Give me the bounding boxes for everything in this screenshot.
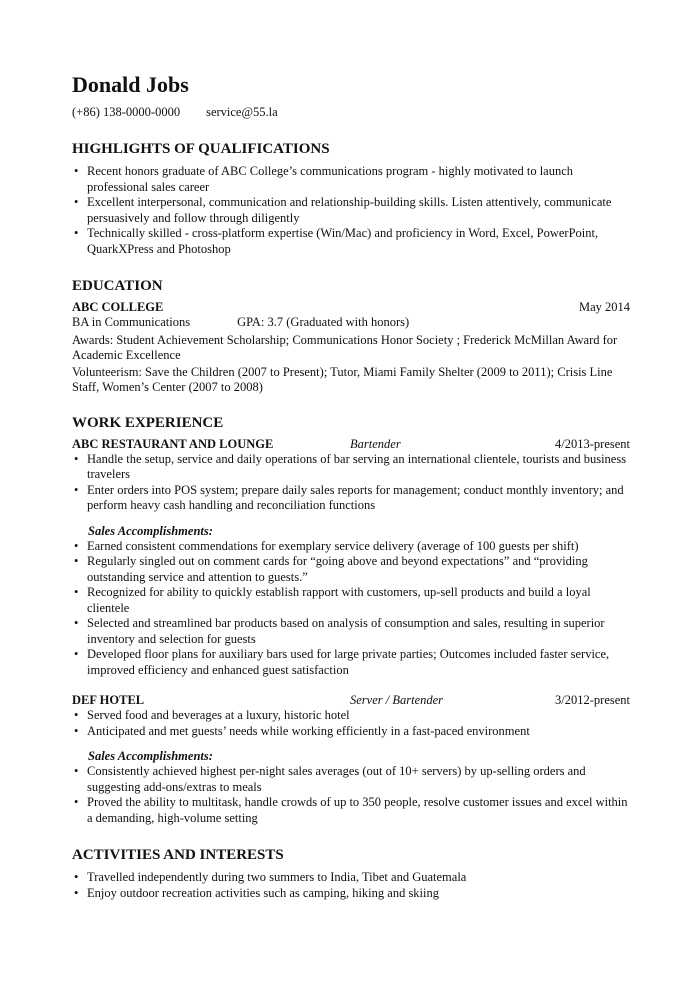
list-item: • Excellent interpersonal, communication and relationship-building skills. Listen attentively, communicate persuasively and follow through diligently [72,195,630,226]
resume-page [72,72,630,901]
email-address: service@55.la [206,105,278,119]
employer-name: ABC RESTAURANT AND LOUNGE [72,436,274,451]
list-item: • Regularly singled out on comment cards for “going above and beyond expectations” and “providing outstanding service and attention to guests.” [72,554,630,585]
section-title-highlights: HIGHLIGHTS OF QUALIFICATIONS [72,141,330,157]
job-entry [72,692,630,826]
candidate-name: Donald Jobs [72,72,189,97]
list-item: • Travelled independently during two summers to India, Tibet and Guatemala [72,870,630,886]
activities-list [72,870,630,901]
accomplishments-title: Sales Accomplishments: [88,749,213,763]
list-item: • Handle the setup, service and daily operations of bar serving an international clientele, tourists and business travelers [72,452,630,483]
job-header-row [72,692,630,708]
gpa: GPA: 3.7 (Graduated with honors) [237,315,410,329]
job-date: 4/2013-present [555,436,630,451]
list-item: • Developed floor plans for auxiliary bars used for large private parties; Outcomes included faster service, improved efficiency and enhanced guest satisfaction [72,647,630,678]
awards-text: Awards: Student Achievement Scholarship; Communications Honor Society ; Frederick McMillan Award for Academic Excellence [72,332,618,362]
duties-list [72,452,630,514]
degree: BA in Communications [72,315,191,329]
job-role: Server / Bartender [350,693,444,707]
highlights-list [72,164,630,257]
list-item: • Served food and beverages at a luxury, historic hotel [72,708,630,724]
job-entry [72,436,630,679]
employer-name: DEF HOTEL [72,693,145,707]
section-title-education: EDUCATION [72,278,163,294]
list-item: • Technically skilled - cross-platform expertise (Win/Mac) and proficiency in Word, Excel, PowerPoint, QuarkXPress and Photoshop [72,226,630,257]
accomplishments-list [72,539,630,679]
activities-section [72,846,630,901]
list-item: • Proved the ability to multitask, handle crowds of up to 350 people, resolve customer issues and excel within a demanding, high-volume setting [72,795,630,826]
contact-line [72,104,630,120]
education-header-row [72,299,630,315]
accomplishments-title: Sales Accomplishments: [88,523,213,538]
phone-number: (+86) 138-0000-0000 [72,105,181,119]
list-item: • Selected and streamlined bar products based on analysis of consumption and sales, resulting in superior inventory and selection for guests [72,616,630,647]
section-title-work: WORK EXPERIENCE [72,414,224,431]
highlights-section [72,140,630,257]
accomplishments-list [72,764,630,826]
list-item: • Anticipated and met guests’ needs while working efficiently in a fast-paced environment [72,724,630,740]
job-role: Bartender [350,436,401,451]
graduation-date: May 2014 [578,300,630,314]
duties-list [72,708,630,739]
volunteerism-text: Volunteerism: Save the Children (2007 to Present); Tutor, Miami Family Shelter (2009 to 2011); Crisis Line Staff, Women’s Center (2007 to 2008) [72,364,613,394]
list-item: • Consistently achieved highest per-night sales averages (out of 10+ servers) by up-selling orders and suggesting add-ons/extras to meals [72,764,630,795]
education-section [72,277,630,396]
list-item: • Enter orders into POS system; prepare daily sales reports for management; conduct monthly inventory; and perform heavy cash handling and reconciliation functions [72,483,630,514]
list-item: • Recent honors graduate of ABC College’s communications program - highly motivated to launch professional sales career [72,164,630,195]
list-item: • Earned consistent commendations for exemplary service delivery (average of 100 guests per shift) [72,539,630,555]
degree-line [72,315,630,331]
school-name: ABC COLLEGE [72,300,164,314]
list-item: • Enjoy outdoor recreation activities such as camping, hiking and skiing [72,886,630,902]
job-date: 3/2012-present [555,693,630,707]
work-section [72,414,630,827]
job-header-row [72,436,630,452]
list-item: • Recognized for ability to quickly establish rapport with customers, up-sell products and build a loyal clientele [72,585,630,616]
section-title-activities: ACTIVITIES AND INTERESTS [72,847,284,863]
